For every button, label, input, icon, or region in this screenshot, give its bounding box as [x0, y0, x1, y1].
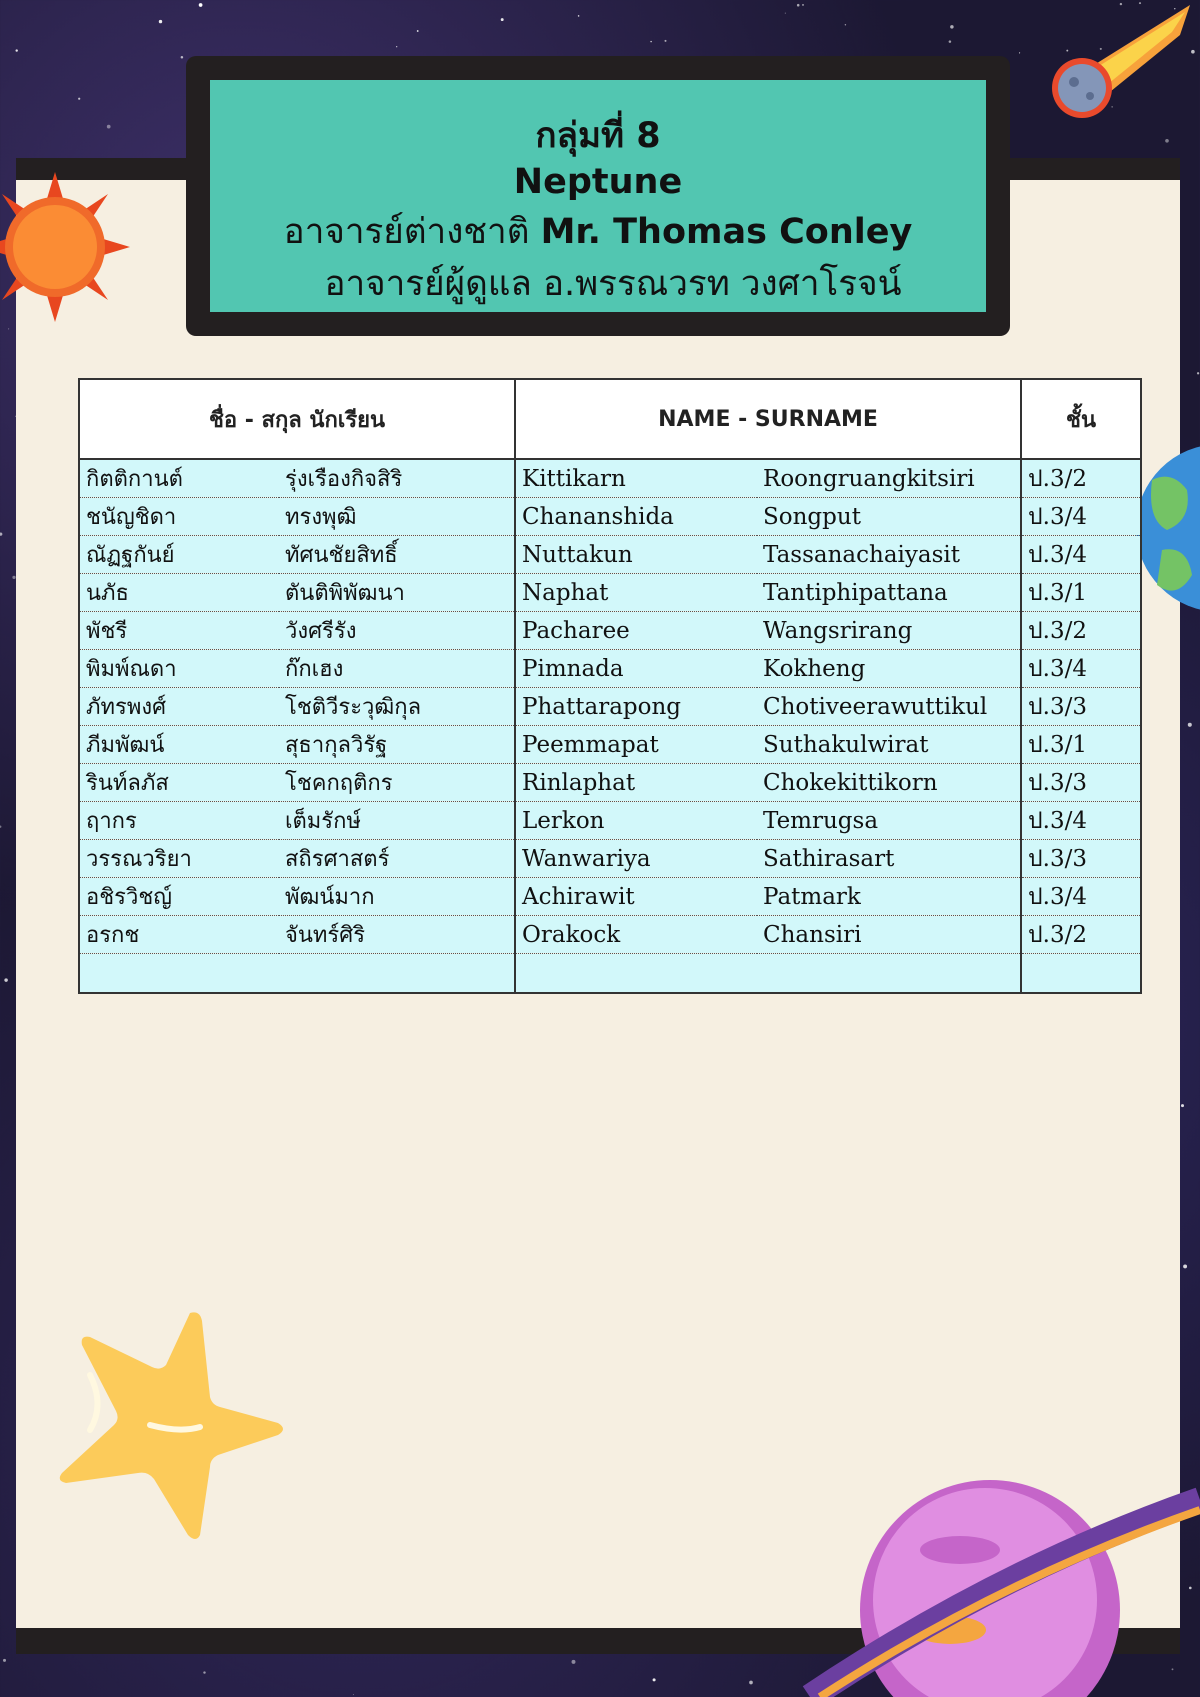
cell-th-last: สถิรศาสตร์	[279, 840, 515, 878]
cell-th-last: ก๊กเฮง	[279, 650, 515, 688]
table-row	[79, 498, 1141, 536]
cell-th-first: นภัธ	[79, 574, 279, 612]
cell-class: ป.3/3	[1021, 840, 1141, 878]
cell-en-first: Phattarapong	[515, 688, 757, 726]
cell-class: ป.3/4	[1021, 878, 1141, 916]
cell-th-last: โชคกฤติกร	[279, 764, 515, 802]
earth-icon	[1132, 440, 1200, 615]
table-row	[79, 916, 1141, 954]
title-box	[210, 80, 986, 312]
star-dot	[950, 25, 953, 28]
table-row	[79, 840, 1141, 878]
cell-th-first: ฤากร	[79, 802, 279, 840]
foreign-teacher-line	[210, 203, 986, 261]
cell-en-last: Patmark	[757, 878, 1021, 916]
empty-table-row	[79, 954, 1141, 994]
cell-class: ป.3/2	[1021, 459, 1141, 498]
cell-en-first: Naphat	[515, 574, 757, 612]
star-dot	[181, 56, 184, 59]
star-icon	[50, 1305, 290, 1545]
cell-en-first: Achirawit	[515, 878, 757, 916]
roster-body	[79, 459, 1141, 993]
cell-th-last: ทัศนชัยสิทธิ์	[279, 536, 515, 574]
star-dot	[4, 978, 7, 981]
cell-en-first: Chananshida	[515, 498, 757, 536]
cell-en-first: Rinlaphat	[515, 764, 757, 802]
star-dot	[107, 125, 111, 129]
empty-cell	[279, 954, 515, 994]
table-row	[79, 688, 1141, 726]
star-dot	[0, 825, 1, 827]
star-dot	[417, 30, 419, 32]
star-dot	[572, 1660, 576, 1664]
cell-class: ป.3/4	[1021, 498, 1141, 536]
table-row	[79, 650, 1141, 688]
cell-th-last: ทรงพุฒิ	[279, 498, 515, 536]
cell-en-last: Chokekittikorn	[757, 764, 1021, 802]
star-dot	[797, 4, 800, 7]
star-dot	[749, 1681, 753, 1685]
team-name: Neptune	[513, 162, 683, 202]
cell-en-first: Peemmapat	[515, 726, 757, 764]
cell-en-last: Tantiphipattana	[757, 574, 1021, 612]
cell-th-first: ณัฏฐกันย์	[79, 536, 279, 574]
cell-en-last: Chotiveerawuttikul	[757, 688, 1021, 726]
star-dot	[845, 24, 846, 25]
star-dot	[353, 1694, 354, 1695]
star-dot	[203, 1671, 205, 1673]
cell-class: ป.3/2	[1021, 916, 1141, 954]
empty-cell	[79, 954, 279, 994]
table-header-row	[79, 379, 1141, 459]
cell-en-last: Wangsrirang	[757, 612, 1021, 650]
cell-th-last: รุ่งเรืองกิจสิริ	[279, 459, 515, 498]
header-thai-name: ชื่อ - สกุล นักเรียน	[79, 379, 515, 459]
cell-en-last: Suthakulwirat	[757, 726, 1021, 764]
cell-th-first: พิมพ์ณดา	[79, 650, 279, 688]
star-dot	[1197, 372, 1199, 374]
cell-th-first: ภัทรพงศ์	[79, 688, 279, 726]
cell-th-first: รินท์ลภัส	[79, 764, 279, 802]
cell-th-first: อรกช	[79, 916, 279, 954]
cell-th-first: กิตติกานต์	[79, 459, 279, 498]
cell-en-first: Wanwariya	[515, 840, 757, 878]
header-english-name: NAME - SURNAME	[515, 379, 1021, 459]
empty-cell	[515, 954, 757, 994]
student-roster-table	[78, 378, 1142, 994]
table-row	[79, 878, 1141, 916]
cell-th-last: วังศรีรัง	[279, 612, 515, 650]
cell-th-last: โชติวีระวุฒิกุล	[279, 688, 515, 726]
cell-th-last: พัฒน์มาก	[279, 878, 515, 916]
star-dot	[1165, 139, 1169, 143]
star-dot	[1188, 723, 1192, 727]
cell-class: ป.3/2	[1021, 612, 1141, 650]
cell-class: ป.3/3	[1021, 764, 1141, 802]
star-dot	[664, 40, 666, 42]
star-dot	[199, 3, 203, 7]
star-dot	[501, 18, 504, 21]
table-row	[79, 764, 1141, 802]
cell-en-first: Nuttakun	[515, 536, 757, 574]
cell-en-first: Orakock	[515, 916, 757, 954]
star-dot	[653, 1678, 656, 1681]
star-dot	[396, 46, 397, 47]
cell-en-last: Temrugsa	[757, 802, 1021, 840]
table-row	[79, 574, 1141, 612]
cell-en-first: Pimnada	[515, 650, 757, 688]
cell-en-first: Pacharee	[515, 612, 757, 650]
cell-en-last: Songput	[757, 498, 1021, 536]
cell-th-last: ตันติพิพัฒนา	[279, 574, 515, 612]
cell-th-first: พัชรี	[79, 612, 279, 650]
cell-en-last: Tassanachaiyasit	[757, 536, 1021, 574]
sun-icon	[0, 172, 130, 322]
cell-th-last: เต็มรักษ์	[279, 802, 515, 840]
foreign-teacher-label: อาจารย์ต่างชาติ	[283, 212, 530, 252]
group-title: กลุ่มที่ 8	[535, 116, 661, 156]
star-dot	[16, 49, 18, 51]
table-row	[79, 612, 1141, 650]
star-dot	[0, 532, 2, 535]
cell-th-first: ภีมพัฒน์	[79, 726, 279, 764]
star-dot	[802, 4, 804, 6]
star-dot	[578, 15, 580, 17]
cell-class: ป.3/4	[1021, 536, 1141, 574]
advisor-line: อาจารย์ผู้ดูแล อ.พรรณวรท วงศาโรจน์	[324, 264, 902, 304]
star-dot	[1183, 1264, 1187, 1268]
table-row	[79, 726, 1141, 764]
star-dot	[159, 20, 162, 23]
cell-en-first: Kittikarn	[515, 459, 757, 498]
cell-th-first: วรรณวริยา	[79, 840, 279, 878]
table-row	[79, 536, 1141, 574]
cell-th-first: ชนัญชิดา	[79, 498, 279, 536]
cell-en-last: Sathirasart	[757, 840, 1021, 878]
empty-cell	[757, 954, 1021, 994]
cell-class: ป.3/1	[1021, 574, 1141, 612]
header-class: ชั้น	[1021, 379, 1141, 459]
star-dot	[78, 98, 80, 100]
cell-th-first: อชิรวิชญ์	[79, 878, 279, 916]
cell-en-first: Lerkon	[515, 802, 757, 840]
cell-th-last: จันทร์ศิริ	[279, 916, 515, 954]
star-dot	[785, 13, 786, 14]
star-dot	[1181, 1104, 1184, 1107]
table-row	[79, 802, 1141, 840]
cell-class: ป.3/4	[1021, 802, 1141, 840]
cell-class: ป.3/3	[1021, 688, 1141, 726]
cell-en-last: Kokheng	[757, 650, 1021, 688]
star-dot	[949, 40, 952, 43]
star-dot	[650, 41, 651, 42]
cell-class: ป.3/4	[1021, 650, 1141, 688]
planet-icon	[800, 1460, 1200, 1697]
foreign-teacher-name: Mr. Thomas Conley	[540, 212, 913, 252]
cell-en-last: Roongruangkitsiri	[757, 459, 1021, 498]
table-row	[79, 459, 1141, 498]
comet-icon	[1040, 0, 1200, 125]
star-dot	[1019, 52, 1020, 53]
star-dot	[8, 328, 9, 329]
cell-class: ป.3/1	[1021, 726, 1141, 764]
cell-en-last: Chansiri	[757, 916, 1021, 954]
empty-cell	[1021, 954, 1141, 994]
cell-th-last: สุธากุลวิรัฐ	[279, 726, 515, 764]
star-dot	[3, 1659, 6, 1662]
